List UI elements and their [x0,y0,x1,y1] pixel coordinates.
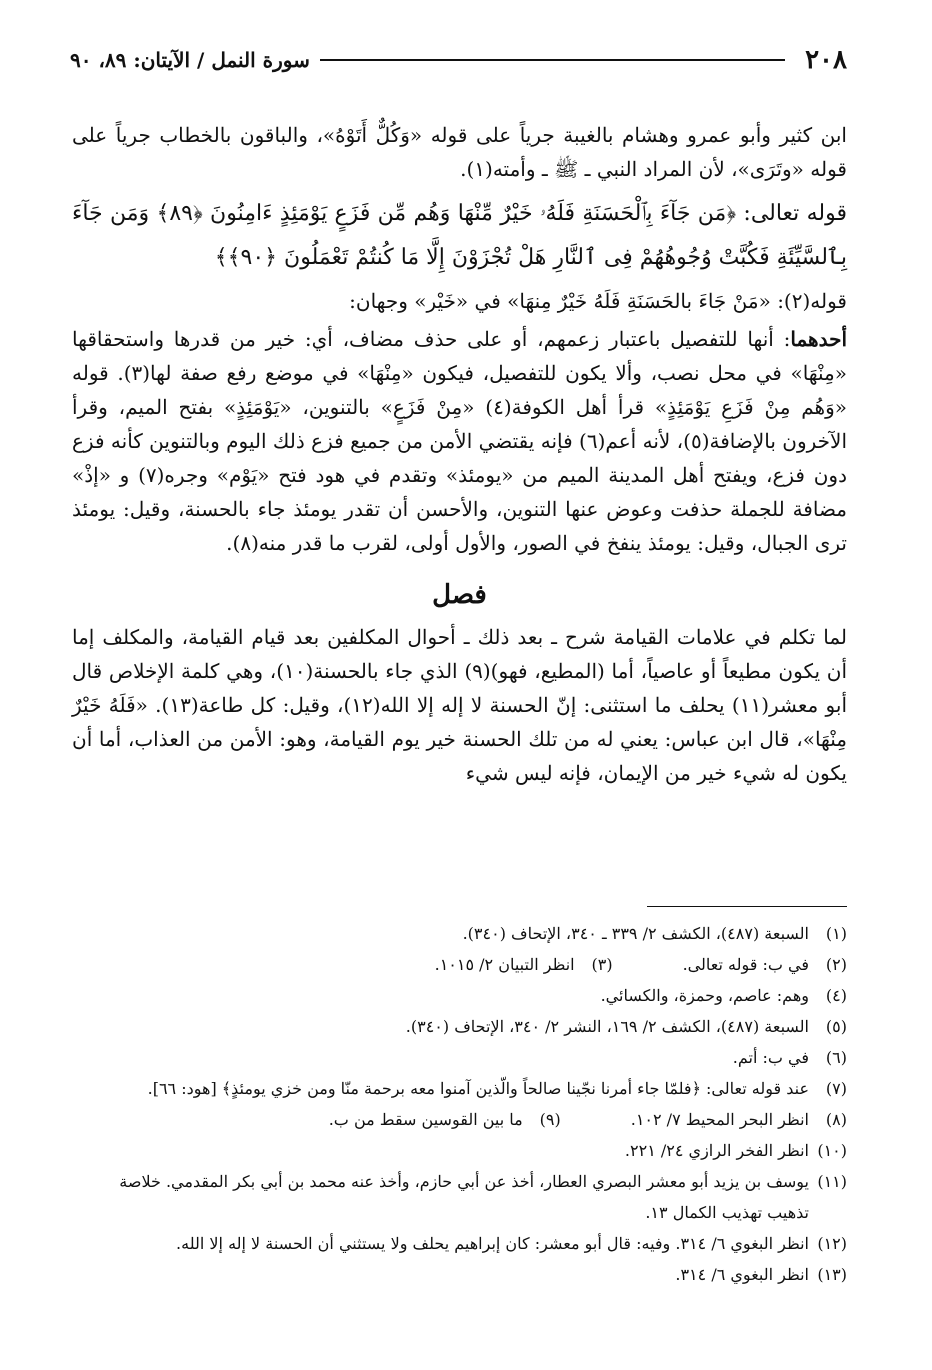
footnote-number: (٣) [591,955,613,974]
footnote-text: في ب: قوله تعالى. [682,955,809,974]
footnote-number: (٦) [825,1048,847,1067]
footnote-number: (٨) [825,1110,847,1129]
footnote-pair [75,1104,847,1135]
footnote [75,918,847,949]
footnote-text: عند قوله تعالى: ﴿فلمّا جاء أمرنا نجّينا صالحاً والّذين آمنوا معه برحمة منّا ومن خزي يومئذٍ﴾ [هود: ٦٦]. [147,1079,809,1098]
footnote-number: (٢) [825,955,847,974]
quran-verse: قوله تعالى: ﴿مَن جَآءَ بِٱلْحَسَنَةِ فَلَهُۥ خَيْرٌ مِّنْهَا وَهُم مِّن فَزَعٍ يَوْمَئِذٍ ءَامِنُونَ ﴿٨٩﴾ وَمَن جَآءَ بِٱلسَّيِّئَةِ فَكُبَّتْ وُجُوهُهُمْ فِى ٱلنَّارِ هَلْ تُجْزَوْنَ إِلَّا مَا كُنتُمْ تَعْمَلُونَ ﴿٩٠﴾﴾ [72,201,847,270]
footnote [75,980,847,1011]
footnote-pair [75,949,847,980]
paragraph: قوله(٢): «مَنْ جَاءَ بالحَسَنَةِ فَلَهُ خَيْرٌ مِنهَا» في «خَيْر» وجهان: [349,289,847,313]
footnote-separator [647,906,847,907]
footnote-text: انظر البغوي ٦/ ٣١٤. وفيه: قال أبو معشر: كان إبراهيم يحلف ولا يستثني أن الحسنة لا إله إلا الله. [176,1234,809,1253]
footnotes [75,918,847,1290]
footnote-number: (٤) [825,986,847,1005]
footnote [75,1073,847,1104]
header-rule [320,59,785,61]
footnote-text: السبعة (٤٨٧)، الكشف ٢/ ١٦٩، النشر ٢/ ٣٤٠، الإتحاف (٣٤٠). [405,1017,809,1036]
footnote-text: في ب: أتم. [732,1048,809,1067]
footnote [75,1259,847,1290]
page-header [70,40,847,80]
footnote-number: (٩) [539,1110,561,1129]
paragraph: ابن كثير وأبو عمرو وهشام بالغيبة جرياً على قوله «وَكُلٌّ أَتَوْهُ»، والباقون بالخطاب جرياً على قوله «وتَرَى»، لأن المراد النبي ـ ﷺ ـ وأمته(١). [72,123,847,181]
footnote-text: انظر الفخر الرازي ٢٤/ ٢٢١. [624,1141,809,1160]
footnote-text: يوسف بن يزيد أبو معشر البصري العطار، أخذ عن أبي حازم، وأخذ عنه محمد بن أبي بكر المقدمي. خلاصة تذهيب تهذيب الكمال ١٣. [119,1172,809,1222]
footnote-text: السبعة (٤٨٧)، الكشف ٢/ ٣٣٩ ـ ٣٤٠، الإتحاف (٣٤٠). [462,924,809,943]
footnote [75,1011,847,1042]
footnote [75,1228,847,1259]
footnote [683,949,847,980]
footnote-number: (١١) [817,1172,847,1191]
main-text [72,118,847,794]
footnote-number: (١٣) [817,1265,847,1284]
running-title: سورة النمل / الآيتان: ٨٩، ٩٠ [70,48,310,72]
paragraph [72,322,847,560]
footnote-number: (١٠) [817,1141,847,1160]
paragraph-body: : أنها للتفصيل باعتبار زعمهم، أو على حذف مضاف، أي: خير من قدرها واستحقاقها «مِنْهَا» في محل نصب، وألا يكون للتفصيل، فيكون «مِنْهَا» في موضع رفع صفة لها(٣). قوله «وَهُم مِنْ فَزَعِ يَوْمَئِذٍ» قرأ أهل الكوفة(٤) «مِنْ فَزَعٍ» بالتنوين، «يَوْمَئِذٍ» بفتح الميم، وقرأ الآخرون بالإضافة(٥)، لأنه أعم(٦) فإنه يقتضي الأمن من جميع فزع ذلك اليوم وبالتنوين كأنه فزع دون فزع، ويفتح أهل المدينة الميم من «يومئذ» وتقدم في هود فتح «يَوْم» وجره(٧) و «إذْ» مضافة للجملة حذفت وعوض عنها التنوين، والأحسن أن تقدر يومئذ جاء بالحسنة، وقيل: يومئذ ترى الجبال، وقيل: يومئذ ينفخ في الصور، والأول أولى، لقرب ما قدر منه(٨). [72,327,847,555]
paragraph: لما تكلم في علامات القيامة شرح ـ بعد ذلك ـ أحوال المكلفين بعد قيام القيامة، والمكلف إما أن يكون مطيعاً أو عاصياً، أما (المطيع، فهو)(٩) الذي جاء بالحسنة(١٠)، وهي كلمة الإخلاص قال أبو معشر(١١) يحلف ما استثنى: إنّ الحسنة لا إله إلا الله(١٢)، وقيل: كل طاعة(١٣). «فَلَهُ خَيْرٌ مِنْهَا»، قال ابن عباس: يعني له من تلك الحسنة خير يوم القيامة، وهو: الأمن من العذاب، أما أن يكون له شيء خير من الإيمان، فإنه ليس شيء [72,625,848,785]
footnote [75,1042,847,1073]
section-heading: فصل [432,580,487,610]
footnote-text: انظر البغوي ٦/ ٣١٤. [675,1265,809,1284]
footnote-text: انظر البحر المحيط ٧/ ١٠٢. [630,1110,809,1129]
footnote [75,1135,847,1166]
footnote-text: انظر التبيان ٢/ ١٠١٥. [434,955,575,974]
paragraph-lead: أحدهما [790,327,847,351]
footnote-number: (١) [825,924,847,943]
footnote [631,1104,847,1135]
footnote-number: (١٢) [817,1234,847,1253]
footnote-number: (٧) [825,1079,847,1098]
footnote [75,1166,847,1228]
footnote-text: ما بين القوسين سقط من ب. [328,1110,523,1129]
footnote [435,949,613,980]
footnote-number: (٥) [825,1017,847,1036]
page-number: ٢٠٨ [805,45,847,75]
footnote [329,1104,561,1135]
footnote-text: وهم: عاصم، وحمزة، والكسائي. [600,986,809,1005]
